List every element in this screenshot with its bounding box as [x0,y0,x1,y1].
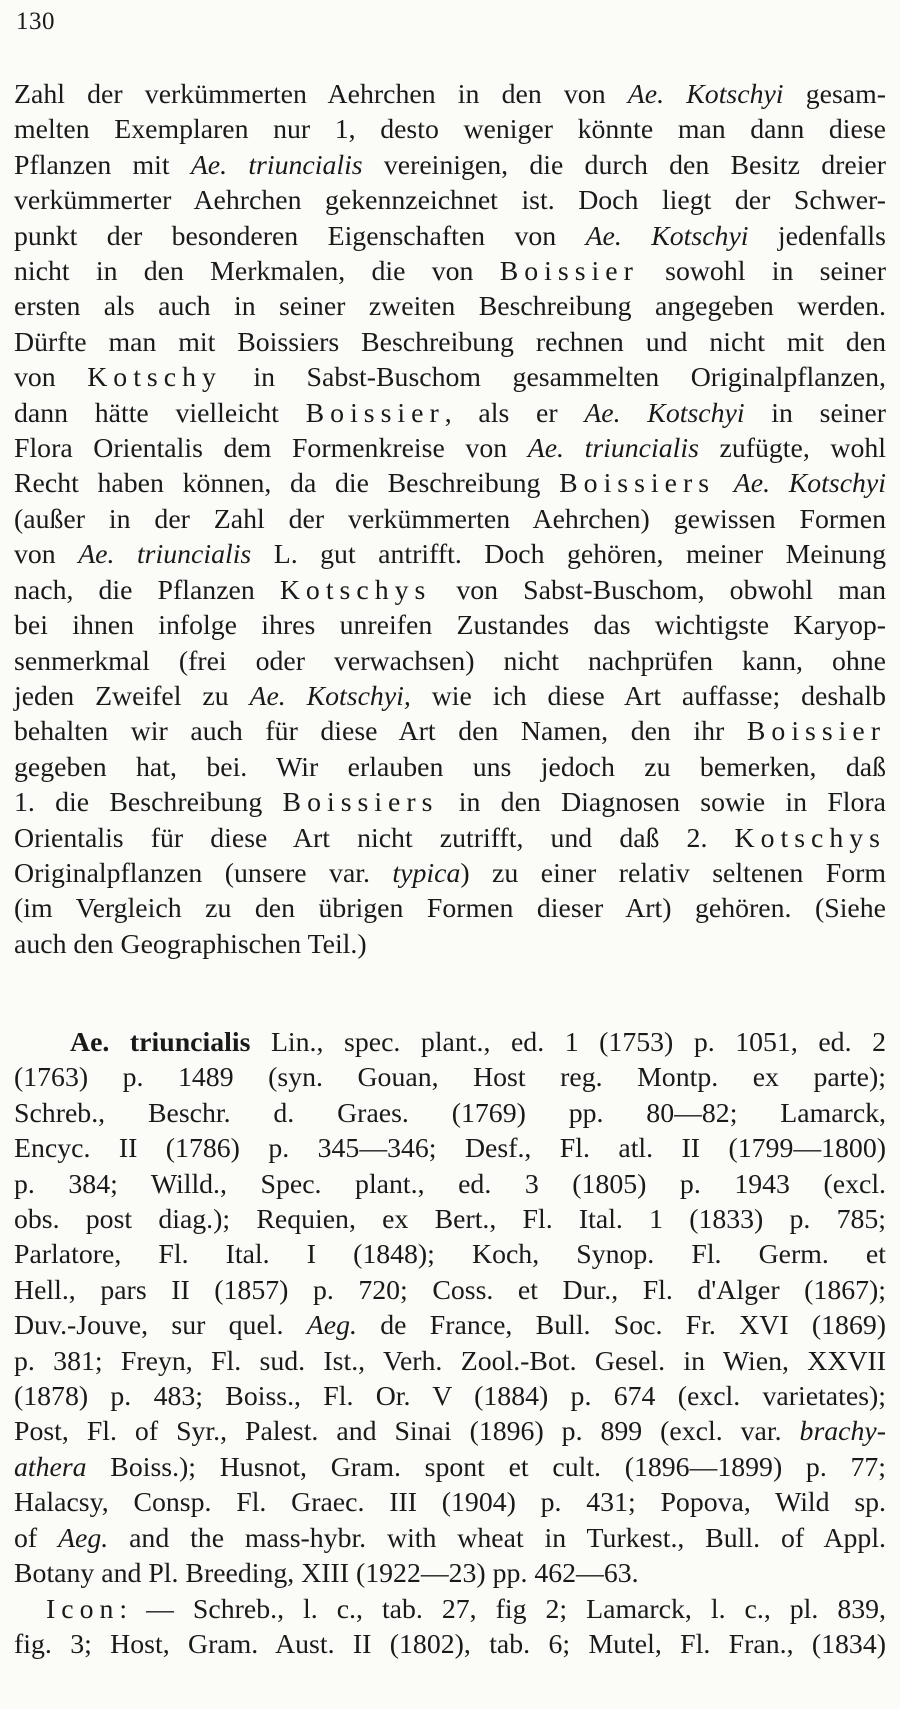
text-run: Boiss.); Husnot, Gram. spont et cult. (1896—1899) p. 77; [86,1451,886,1483]
text-run: auch den Geographischen Teil.) [14,928,367,960]
text-line [14,254,886,289]
text-run: gegeben hat, bei. Wir erlauben uns jedoch zu bemerken, daß [14,751,886,783]
text-run: Encyc. II (1786) p. 345—346; Desf., Fl. atl. II (1799—1800) [14,1133,886,1165]
text-line [14,466,886,501]
text-run: Zahl der verkümmerten Aehrchen in den von [14,79,628,110]
text-run: in seiner [744,397,886,429]
text-run: Pflanzen mit [14,149,191,181]
text-line [14,502,886,537]
text-run: (im Vergleich zu den übrigen Formen dieser Art) gehören. (Siehe [14,893,886,925]
text-line [14,644,886,679]
italic-run: Aeg. [58,1522,109,1554]
text-run: von Sabst-Buschom, obwohl man [431,574,886,606]
text-line [14,1308,886,1343]
text-run: in den Diagnosen sowie in Flora [438,787,887,819]
italic-run: Ae. Kotschyi [585,220,749,252]
spaced-name: Boissiers [559,468,716,500]
text-run: nach, die Pflanzen [14,574,280,606]
italic-run: typica [392,857,461,889]
text-line [14,1025,886,1060]
text-run: ersten als auch in seiner zweiten Beschreibung angegeben werden. [14,291,886,323]
text-line [14,608,886,643]
text-run: dann hätte vielleicht [14,397,306,429]
text-run: de France, Bull. Soc. Fr. XVI (1869) [356,1310,886,1342]
italic-run: Ae. Kotschyi [584,397,745,429]
text-run: of [14,1522,59,1554]
text-run: nicht in den Merkmalen, die von [14,256,500,288]
text-run: verkümmerter Aehrchen gekennzeichnet ist. Doch liegt der Schwer- [14,185,886,217]
text-run: sowohl in seiner [638,256,886,288]
text-run: (1878) p. 483; Boiss., Fl. Or. V (1884) p. 674 (excl. varietates); [14,1381,886,1413]
text-line [14,219,886,254]
italic-run: brachy- [799,1416,886,1448]
text-run: jedenfalls [748,220,886,252]
text-run: senmerkmal (frei oder verwachsen) nicht nachprüfen kann, ohne [14,645,886,677]
text-run: 1. die Beschreibung [14,787,283,819]
text-run: L. gut antrifft. Doch gehören, meiner Meinung [251,539,886,571]
text-line [14,821,886,856]
text-line [14,112,886,147]
text-line [14,1450,886,1485]
text-line [14,1485,886,1520]
text-line [14,750,886,785]
text-run: Parlatore, Fl. Ital. I (1848); Koch, Synop. Fl. Germ. et [14,1239,886,1271]
bold-run: Ae. triuncialis [70,1027,251,1058]
spaced-name: Kotschys [279,574,432,606]
text-line [14,183,886,218]
text-line [14,396,886,431]
italic-run: Ae. Kotschyi [733,468,886,500]
text-run: fig. 3; Host, Gram. Aust. II (1802), tab. 6; Mutel, Fl. Fran., (1834) [14,1628,886,1660]
text-line [14,785,886,820]
text-run: wie ich diese Art auffasse; deshalb [410,680,886,712]
text-line [14,289,886,324]
text-run: bei ihnen infolge ihres unreifen Zustandes das wichtigste Karyop- [14,610,886,642]
text-line [14,148,886,183]
spaced-name: Kotschy [87,362,222,394]
text-run: Dürfte man mit Boissiers Beschreibung rechnen und nicht mit den [14,326,886,358]
text-run: von [14,539,79,571]
text-run: punkt der besonderen Eigenschaften von [14,220,586,252]
text-line [14,714,886,749]
text-line [14,1344,886,1379]
text-line [14,77,886,112]
text-run: vereinigen, die durch den Besitz dreier [362,149,887,181]
text-line [14,1521,886,1556]
text-line [14,927,886,962]
text-run: (1763) p. 1489 (syn. Gouan, Host reg. Montp. ex parte); [14,1062,886,1094]
text-run: behalten wir auch für diese Art den Namen, den ihr [14,716,747,748]
text-run: obs. post diag.); Requien, ex Bert., Fl. Ital. 1 (1833) p. 785; [14,1204,886,1236]
text-line [14,537,886,572]
text-line [14,891,886,926]
text-line [14,1379,886,1414]
italic-run: Ae. triuncialis [527,433,699,465]
spaced-name: Boissier [499,256,639,288]
text-line [14,1627,886,1662]
text-line [14,1556,886,1591]
text-run: Originalpflanzen (unsere var. [14,857,393,889]
text-run: Duv.-Jouve, sur quel. [14,1310,307,1342]
text-line [14,360,886,395]
text-line [14,1131,886,1166]
italic-run: Ae. triuncialis [78,539,252,571]
text-run: Hell., pars II (1857) p. 720; Coss. et Dur., Fl. d'Alger (1867); [14,1274,886,1306]
text-line [14,1237,886,1272]
text-run: Lin., spec. plant., ed. 1 (1753) p. 1051, ed. 2 [250,1027,886,1058]
text-run: : — Schreb., l. c., tab. 27, fig 2; Lamarck, l. c., pl. 839, [119,1593,886,1625]
text-run: , als er [444,397,585,429]
text-run: zufügte, wohl [698,433,886,465]
text-run: gesam- [783,79,886,110]
text-line [14,431,886,466]
paragraph-kotschyi-discussion [14,77,886,962]
spaced-name: Kotschys [734,822,886,854]
text-line [14,856,886,891]
page-number: 130 [16,8,55,35]
text-line [14,1202,886,1237]
text-line [14,573,886,608]
spaced-name: Icon [46,1593,120,1625]
text-run: ) zu einer relativ seltenen Form [460,857,886,889]
spaced-name: Boissier [305,397,445,429]
text-line [14,1167,886,1202]
text-run: Orientalis für diese Art nicht zutrifft, und daß 2. [14,822,735,854]
paragraph-triuncialis-synonymy [14,1025,886,1662]
text-run: von [14,362,88,394]
text-line [14,1096,886,1131]
text-line [14,325,886,360]
text-run: in Sabst-Buschom gesammelten Originalpflanzen, [221,362,886,394]
text-line [14,1060,886,1095]
text-line [14,1592,886,1627]
spaced-name: Boissier [746,716,886,748]
text-run: Post, Fl. of Syr., Palest. and Sinai (1896) p. 899 (excl. var. [14,1416,800,1448]
text-line [14,1273,886,1308]
text-line [14,679,886,714]
italic-run: Ae. Kotschyi, [249,680,411,712]
text-run: Flora Orientalis dem Formenkreise von [14,433,528,465]
text-run: Botany and Pl. Breeding, XIII (1922—23) pp. 462—63. [14,1558,639,1590]
text-line [14,1414,886,1449]
text-run: and the mass-hybr. with wheat in Turkest., Bull. of Appl. [108,1522,886,1554]
text-run: jeden Zweifel zu [14,680,250,712]
text-run: Recht haben können, da die Beschreibung [14,468,560,500]
italic-run: Aeg. [306,1310,357,1342]
spaced-name: Boissiers [282,787,439,819]
text-run [715,468,734,499]
italic-run: Ae. Kotschyi [627,79,784,110]
text-run: Schreb., Beschr. d. Graes. (1769) pp. 80—82; Lamarck, [14,1097,886,1129]
text-run: p. 384; Willd., Spec. plant., ed. 3 (1805) p. 1943 (excl. [14,1168,886,1200]
text-run: Halacsy, Consp. Fl. Graec. III (1904) p. 431; Popova, Wild sp. [14,1487,886,1519]
italic-run: athera [14,1451,87,1483]
text-run: p. 381; Freyn, Fl. sud. Ist., Verh. Zool.-Bot. Gesel. in Wien, XXVII [14,1345,886,1377]
text-run: (außer in der Zahl der verkümmerten Aehrchen) gewissen Formen [14,503,886,535]
italic-run: Ae. triuncialis [190,149,363,181]
text-run: melten Exemplaren nur 1, desto weniger könnte man dann diese [14,114,886,146]
